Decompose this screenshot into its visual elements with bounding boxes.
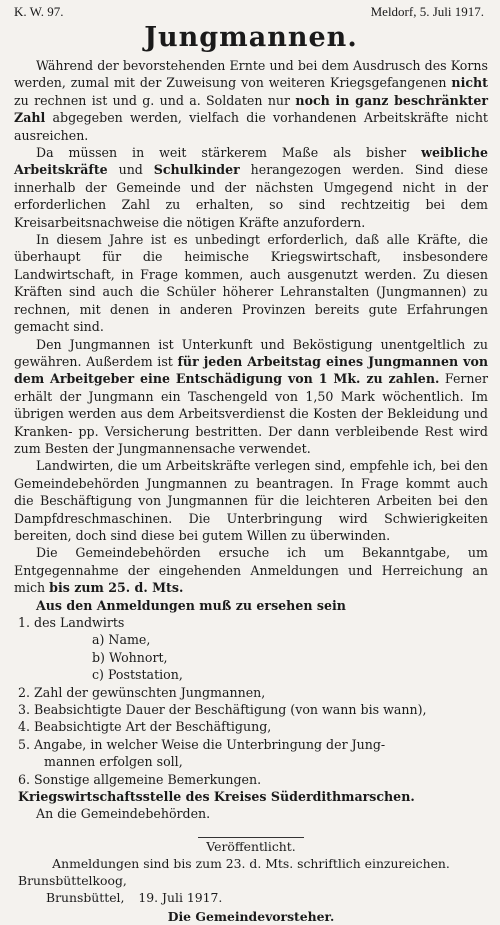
list-item: 6. Sonstige allgemeine Bemerkungen.	[18, 771, 262, 787]
addressee: An die Gemeindebehörden.	[36, 806, 211, 822]
paragraph-4-emphasis: für jeden Arbeitstag eines Jungmannen von dem Arbeitgeber eine Entschädigung von 1 Mk. zu zahlen.	[14, 353, 488, 387]
list-subitem: c) Poststation,	[92, 667, 183, 683]
footer-place-line	[14, 889, 488, 906]
paragraph-2-emphasis-a: weibliche Arbeitskräfte	[14, 145, 488, 178]
list-subitem: b) Wohnort,	[92, 649, 168, 665]
paragraph-1-emphasis-b: noch in ganz beschränkter Zahl	[14, 92, 489, 126]
list-intro: Aus den Anmeldungen muß zu ersehen sein	[36, 597, 346, 613]
paragraph-1-text-c: abgegeben werden, vielfach die vorhandenen Arbeitskräfte nicht ausreichen.	[14, 110, 488, 143]
header	[14, 2, 488, 24]
requirements-list	[14, 597, 488, 788]
paragraph-1-text-a: Während der bevorstehenden Ernte und bei dem Ausdrusch des Korns werden, zumal mit der Zuweisung von weiteren Kriegsgefangenen	[14, 58, 488, 91]
paragraph-1-text-b: zu rechnen ist und g. und a. Soldaten nur	[14, 92, 291, 108]
footer-signature: Die Gemeindevorsteher.	[167, 908, 335, 924]
header-date: Meldorf, 5. Juli 1917.	[370, 4, 484, 19]
paragraph-2-text-b: herangezogen werden. Sind diese innerhalb der Gemeinde und der nächsten Umgegend nicht in der erforderlichen Zahl zu erhalten, so sind rechtzeitig bei dem Kreisarbeitsnachweise die nötigen Kräfte anzufordern.	[14, 162, 488, 230]
paragraph-6-text: Die Gemeindebehörden ersuche ich um Bekanntgabe, um Entgegennahme der eingehenden Anmeldungen und Herreichung an mich	[14, 545, 488, 596]
paragraph-4	[14, 336, 488, 458]
list-item: 1. des Landwirts	[18, 615, 125, 630]
footer-place-2: Brunsbüttel,	[46, 889, 125, 905]
list-item: 3. Beabsichtigte Dauer der Beschäftigung (von wann bis wann),	[18, 702, 427, 718]
list-item: 5. Angabe, in welcher Weise die Unterbringung der Jung-	[18, 736, 386, 752]
footer-date: 19. Juli 1917.	[138, 889, 223, 905]
list-subitem: a) Name,	[92, 632, 151, 648]
paragraph-2-emphasis-b: Schulkinder	[153, 162, 240, 178]
list-item: 4. Beabsichtigte Art der Beschäftigung,	[18, 719, 272, 735]
list-item-continuation: mannen erfolgen soll,	[44, 754, 183, 770]
page-title: Jungmannen.	[144, 22, 358, 53]
paragraph-2	[14, 144, 488, 231]
paragraph-5: Landwirten, die um Arbeitskräfte verlegen sind, empfehle ich, bei den Gemeindebehörden Jungmannen zu beantragen. In Frage kommt auch die Beschäftigung von Jungmannen für die leichteren Arbeiten bei den Dampfdreschmaschinen. Die Unterbringung wird Schwierigkeiten bereiten, doch sind diese bei gutem Willen zu überwinden.	[14, 458, 488, 543]
paragraph-2-text-and: und	[118, 162, 143, 178]
signature-block	[14, 788, 488, 823]
issuing-office: Kriegswirtschaftsstelle des Kreises Süderdithmarschen.	[18, 789, 415, 805]
paragraph-6	[14, 544, 488, 596]
paragraph-3: In diesem Jahre ist es unbedingt erforderlich, daß alle Kräfte, die überhaupt für die heimische Kriegswirtschaft, insbesondere Landwirtschaft, in Frage kommen, auch ausgenutzt werden. Zu diesen Kräften sind auch die Schüler höherer Lehranstalten (Jungmannen) zu rechnen, mit denen in anderen Provinzen bereits gute Erfahrungen gemacht sind.	[14, 232, 488, 335]
published-label: Veröffentlicht.	[206, 838, 296, 854]
footer-place-1: Brunsbüttelkoog,	[18, 872, 127, 888]
paragraph-6-deadline: bis zum 25. d. Mts.	[49, 580, 184, 596]
reference-number: K. W. 97.	[14, 4, 64, 19]
paragraph-4-text-a: Den Jungmannen ist Unterkunft und Beköstigung unentgeltlich zu gewähren. Außerdem ist	[14, 336, 488, 369]
footer-notice: Anmeldungen sind bis zum 23. d. Mts. schriftlich einzureichen.	[52, 855, 450, 871]
paragraph-4-text-b: Ferner erhält der Jungmann ein Taschengeld von 1,50 Mark wöchentlich. Im übrigen werden aus dem Arbeitsverdienst die Kosten der Bekleidung und Kranken- pp. Versicherung bestritten. Der dann verbleibende Rest wird zum Besten der Jungmannensache verwendet.	[14, 371, 488, 456]
paragraph-1-emphasis-a: nicht	[451, 75, 488, 91]
list-item: 2. Zahl der gewünschten Jungmannen,	[18, 684, 266, 700]
paragraph-2-text-a: Da müssen in weit stärkerem Maße als bisher	[36, 145, 407, 161]
paragraph-1	[14, 57, 488, 144]
